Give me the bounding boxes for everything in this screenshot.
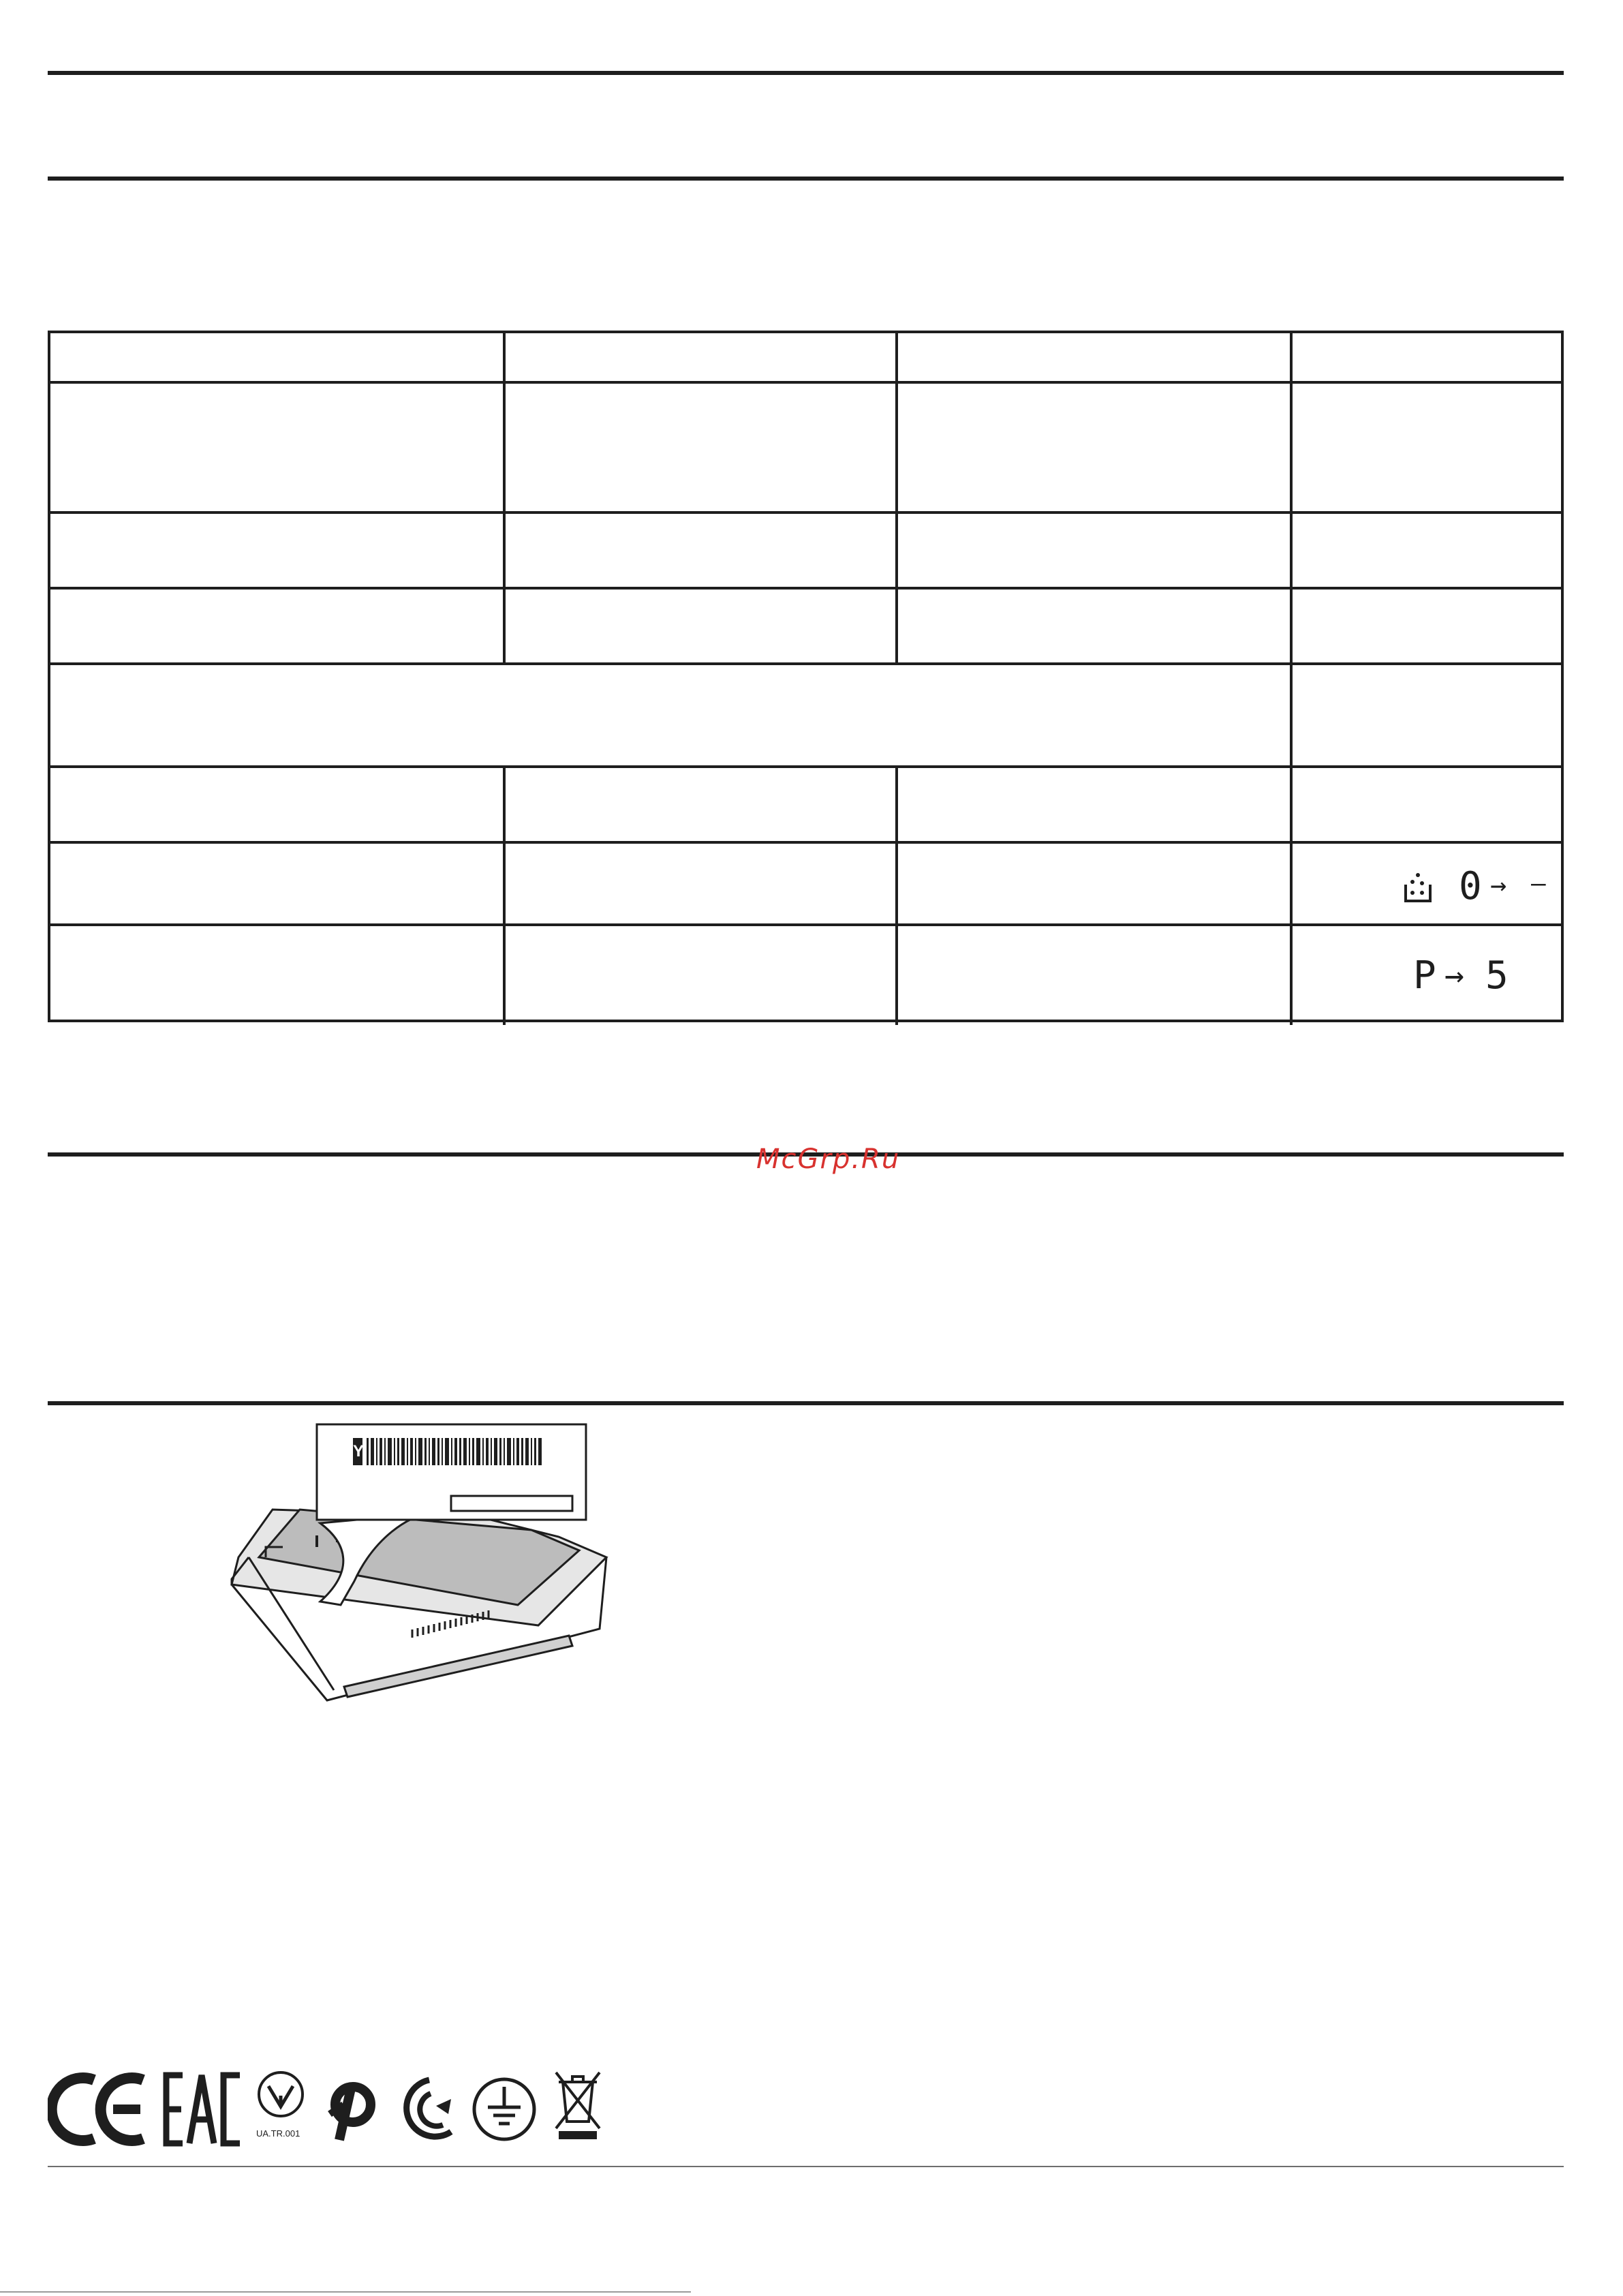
table-row-divider	[50, 765, 1561, 768]
serial-number-box	[451, 1496, 572, 1511]
table-col-divider	[503, 333, 506, 664]
row-6-display	[1403, 864, 1566, 909]
display-dash: –	[1531, 870, 1546, 898]
data-table	[48, 331, 1564, 1022]
section-rule-2	[48, 1401, 1564, 1405]
protective-earth-icon	[470, 2072, 538, 2147]
watermark: McGrp.Ru	[756, 1144, 901, 1175]
ukraine-gost-mark	[388, 2072, 457, 2147]
rating-plate-illustration	[218, 1421, 613, 1721]
table-row-divider	[50, 923, 1561, 926]
ua-mark-text: UA.TR.001	[256, 2128, 300, 2139]
display-arrow: →	[1490, 870, 1507, 901]
table-col-divider	[895, 765, 898, 1025]
oven-illustration	[232, 1510, 606, 1700]
table-col-divider	[895, 333, 898, 664]
eac-mark	[162, 2072, 244, 2147]
row-7-display	[1413, 953, 1549, 1001]
certification-marks	[48, 2065, 620, 2147]
table-row-divider	[50, 587, 1561, 590]
display-left-char: P	[1413, 953, 1436, 998]
display-right-char: 5	[1485, 953, 1509, 998]
top-rule-2	[48, 177, 1564, 181]
rostest-mark	[319, 2072, 380, 2147]
weee-bin-icon	[551, 2068, 605, 2143]
top-rule-1	[48, 71, 1564, 75]
footer-edge-line	[0, 2291, 691, 2293]
rating-plate-label	[317, 1424, 586, 1520]
ce-mark	[48, 2072, 150, 2147]
table-col-divider	[503, 765, 506, 1025]
barcode-letter: Y	[353, 1442, 365, 1460]
table-row-divider	[50, 841, 1561, 844]
footer-rule	[48, 2166, 1564, 2167]
table-row-divider	[50, 381, 1561, 384]
display-digit: 0	[1459, 864, 1482, 908]
table-row-divider	[50, 662, 1561, 665]
display-arrow: →	[1444, 956, 1464, 994]
ua-conformity-mark	[253, 2068, 308, 2143]
table-row-divider	[50, 511, 1561, 514]
descale-icon	[1403, 871, 1433, 904]
table-col-divider	[1290, 333, 1293, 1025]
